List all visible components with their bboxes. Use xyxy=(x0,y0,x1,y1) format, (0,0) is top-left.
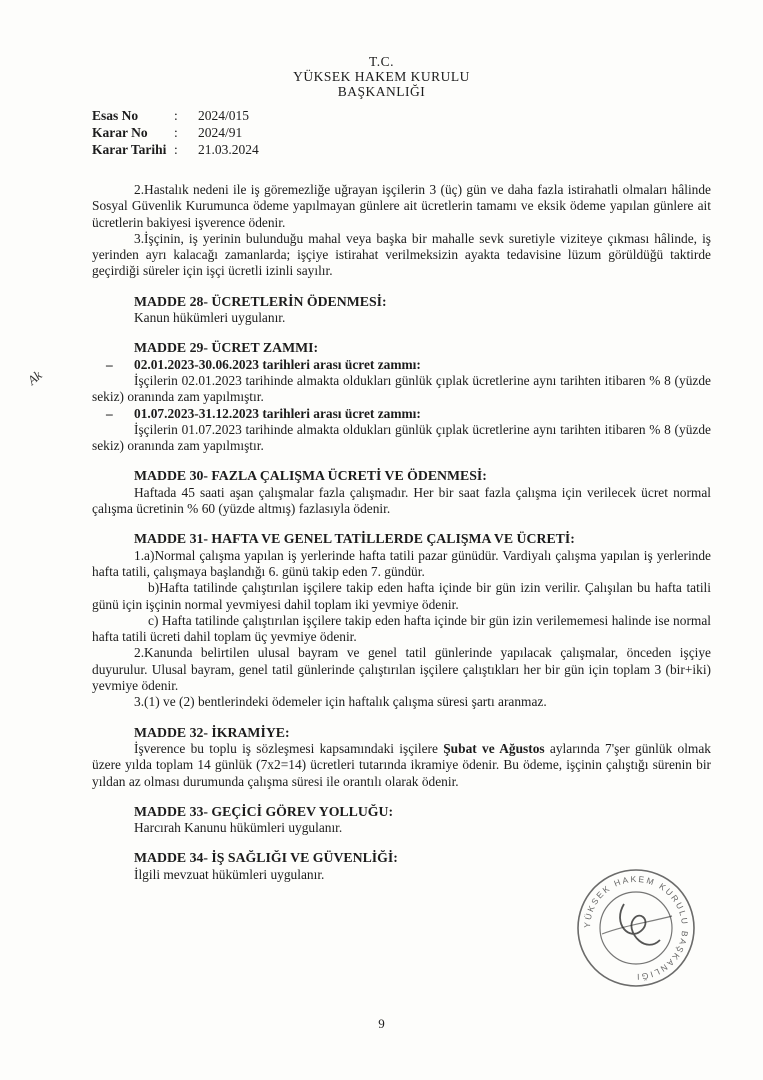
meta-value: 2024/91 xyxy=(198,125,243,140)
article-34-text: İlgili mevzuat hükümleri uygulanır. xyxy=(134,866,325,882)
header-line-presidency: BAŞKANLIĞI xyxy=(337,84,426,99)
article-33-text: Harcırah Kanunu hükümleri uygulanır. xyxy=(134,820,343,836)
article-31-paragraph-3: 3.(1) ve (2) bentlerindeki ödemeler için haftalık çalışma süresi şartı aranmaz. xyxy=(134,694,547,710)
article-33-title: MADDE 33- GEÇİCİ GÖREV YOLLUĞU: xyxy=(134,803,394,819)
article-29-subheading-1 xyxy=(92,357,711,373)
article-29-text-2: İşçilerin 01.07.2023 tarihinde almakta oldukları günlük çıplak ücretlerine aynı tarihten itibaren % 8 (yüzde sekiz) oranında zam yapılmıştır. xyxy=(92,421,711,454)
article-32-months: Şubat ve Ağustos xyxy=(443,740,545,756)
article-31-title: MADDE 31- HAFTA VE GENEL TATİLLERDE ÇALIŞMA VE ÜCRETİ: xyxy=(134,531,575,547)
dash-bullet: – xyxy=(106,405,113,421)
seal-text: YÜKSEK HAKEM KURULU BAŞKANLIĞI xyxy=(581,873,691,983)
official-seal-stamp xyxy=(572,864,700,992)
meta-row-esas xyxy=(92,107,259,124)
meta-colon: : xyxy=(174,125,178,140)
article-32-title: MADDE 32- İKRAMİYE: xyxy=(134,724,290,740)
article-29-subheading-2 xyxy=(92,406,711,422)
article-32-text-pre: İşverence bu toplu iş sözleşmesi kapsamındaki işçilere xyxy=(134,740,444,756)
meta-colon: : xyxy=(174,142,178,157)
meta-key: Karar Tarihi xyxy=(92,142,167,157)
document-header xyxy=(0,54,763,99)
article-28-text: Kanun hükümleri uygulanır. xyxy=(134,310,286,326)
page-number: 9 xyxy=(378,1016,385,1031)
subheading-text: 02.01.2023-30.06.2023 tarihleri arası ücret zammı: xyxy=(134,356,421,372)
article-29-title: MADDE 29- ÜCRET ZAMMI: xyxy=(134,340,319,356)
paragraph-medical-visit: 3.İşçinin, iş yerinin bulunduğu mahal veya başka bir mahalle sevk suretiyle viziteye çıkması hâlinde, iş yerinden ayrı kalacağı zamanlarda; işçiye istirahat verilmeksizin ayakta tedavisine lüzum görüldüğü taktirde geçirdiği süreler için işçi ücretli izinli sayılır. xyxy=(92,230,711,279)
handwritten-margin-note: Ak xyxy=(24,367,45,388)
article-34-title: MADDE 34- İŞ SAĞLIĞI VE GÜVENLİĞİ: xyxy=(134,850,398,866)
meta-row-karar xyxy=(92,124,259,141)
article-31-clause-a: 1.a)Normal çalışma yapılan iş yerlerinde hafta tatili pazar günüdür. Vardiyalı çalışma yapılan iş yerlerinde hafta tatili, çalışmaya başlandığı 6. günü takip eden 7. gündür. xyxy=(92,547,711,579)
svg-text:YÜKSEK HAKEM KURULU BAŞKANLIĞI xyxy=(582,874,690,982)
paragraph-sick-leave: 2.Hastalık nedeni ile iş göremezliğe uğrayan işçilerin 3 (üç) gün ve daha fazla istirahatli olmaları hâlinde Sosyal Güvenlik Kurumunca ödeme yapılmayan günlere ait ücretlerin tamamı ve eksik ödeme yapılan günlere ait ücretlerin bakiyesi işverence ödenir. xyxy=(92,182,711,230)
meta-key: Karar No xyxy=(92,125,148,140)
dash-bullet: – xyxy=(106,356,113,372)
article-30-text: Haftada 45 saati aşan çalışmalar fazla çalışmadır. Her bir saat fazla çalışma için verilecek ücret normal çalışma ücretinin % 60 (yüzde altmış) fazlasıyla ödenir. xyxy=(92,484,711,517)
subheading-text: 01.07.2023-31.12.2023 tarihleri arası ücret zammı: xyxy=(134,405,421,421)
header-line-tc: T.C. xyxy=(369,54,394,69)
meta-colon: : xyxy=(174,108,178,123)
article-30-title: MADDE 30- FAZLA ÇALIŞMA ÜCRETİ VE ÖDENMESİ: xyxy=(134,468,487,484)
article-32-text xyxy=(92,741,711,790)
article-29-text-1: İşçilerin 02.01.2023 tarihinde almakta oldukları günlük çıplak ücretlerine aynı tarihten itibaren % 8 (yüzde sekiz) oranında zam yapılmıştır. xyxy=(92,372,711,405)
meta-row-karar-tarihi xyxy=(92,141,259,158)
meta-value: 21.03.2024 xyxy=(198,142,259,157)
case-metadata xyxy=(92,107,259,158)
meta-key: Esas No xyxy=(92,108,139,123)
meta-value: 2024/015 xyxy=(198,108,250,123)
article-31-paragraph-2: 2.Kanunda belirtilen ulusal bayram ve genel tatil günlerinde yapılacak çalışmalar, önceden işçiye duyurulur. Ulusal bayram, genel tatil günlerinde çalıştırılan işçilere çalıştıkları her bir gün için toplam 3 (bir+iki) yevmiye ödenir. xyxy=(92,645,711,694)
article-31-clause-b: b)Hafta tatilinde çalıştırılan işçilere takip eden hafta içinde bir gün izin verilir. Çalışılan bu hafta tatili günü için işçinin normal yevmiyesi dahil toplam iki yevmiye ödenir. xyxy=(92,580,711,612)
article-31-clause-c: c) Hafta tatilinde çalıştırılan işçilere takip eden hafta içinde bir gün izin verilememesi halinde ise normal hafta tatili ücreti dahil toplam üç yevmiye ödenir. xyxy=(92,612,711,645)
article-32-text-post: aylarında 7'şer günlük olmak üzere yılda toplam 14 günlük (7x2=14) ücretleri tutarında ikramiye ödenir. Bu ödeme, işçinin çalıştığı sürenin bir yıldan az olması durumunda çalışma süresi ile orantılı olarak ödenir. xyxy=(92,740,711,789)
header-line-institution: YÜKSEK HAKEM KURULU xyxy=(293,69,470,84)
document-body xyxy=(92,182,711,883)
article-28-title: MADDE 28- ÜCRETLERİN ÖDENMESİ: xyxy=(134,293,387,309)
